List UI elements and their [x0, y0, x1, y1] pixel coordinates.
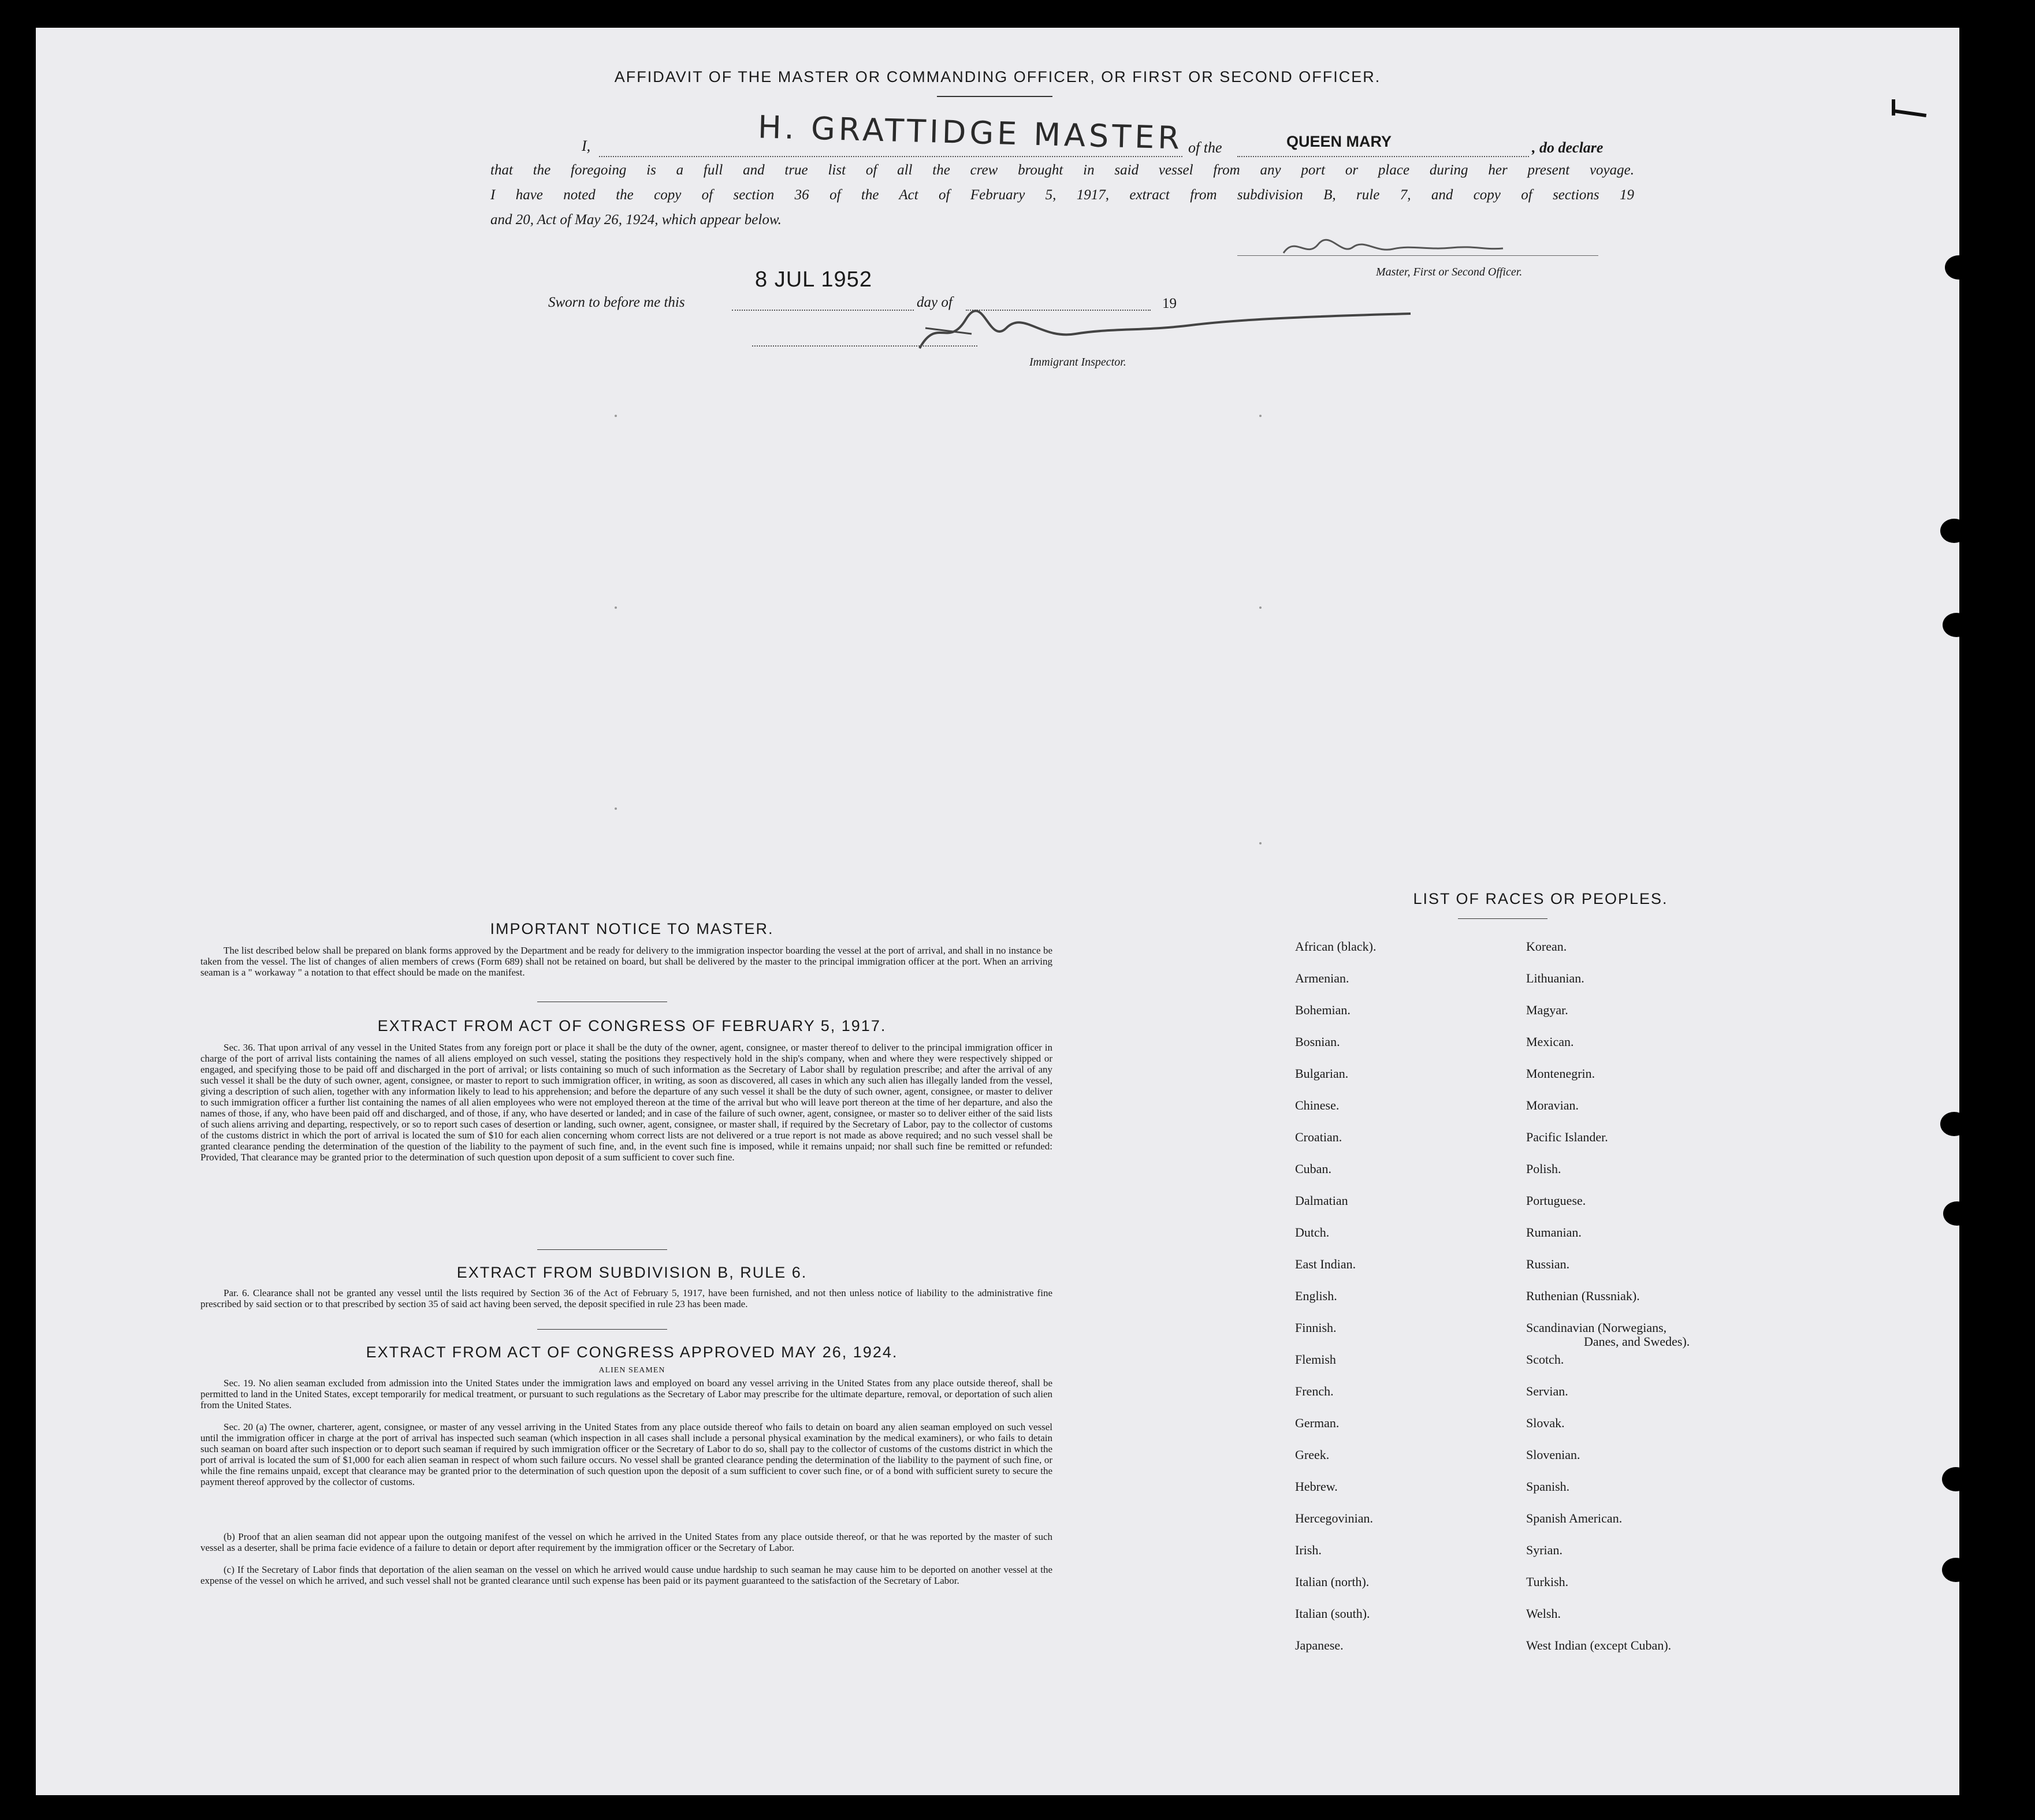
- race-item: Slovenian.: [1526, 1447, 1580, 1462]
- race-item: Korean.: [1526, 939, 1567, 954]
- notice-body: The list described below shall be prepared on blank forms approved by the Department and be ready for delivery to the immigration inspector boarding the vessel at the port of arrival, and shall in no instance be taken from the vessel. The list of changes of alien members of crews (Form 689) shall not be retained on board, but shall be delivered by the master to the principal immigration officer at the port. When an arriving seaman is a " workaway " a notation to that effect should be made on the manifest.: [200, 945, 1052, 978]
- guide-dot: [1259, 842, 1262, 844]
- master-signature: [1278, 233, 1509, 262]
- title-divider: [937, 96, 1052, 97]
- year-prefix: 19: [1162, 296, 1177, 311]
- race-item: Japanese.: [1295, 1638, 1344, 1652]
- master-name-handwritten: H. GRATTIDGE MASTER: [757, 109, 1184, 157]
- race-item: Syrian.: [1526, 1543, 1562, 1557]
- race-item: Polish.: [1526, 1162, 1561, 1176]
- race-item: Bosnian.: [1295, 1034, 1340, 1049]
- guide-dot: [615, 606, 617, 609]
- margin-mark: [1892, 99, 1895, 116]
- guide-dot: [1259, 415, 1262, 417]
- race-item: Turkish.: [1526, 1575, 1569, 1589]
- affidavit-line-2: I have noted the copy of section 36 of the Act of February 5, 1917, extract from subdivision B, rule 7, and copy of sections 19: [490, 187, 1634, 203]
- punch-hole: [1940, 519, 1968, 543]
- extract1924-sec20c: (c) If the Secretary of Labor finds that deportation of the alien seaman on the vessel on which he arrived would cause undue hardship to such seaman he may cause him to be deported on another vessel at the expense of the vessel on which he arrived, and such vessel shall not be granted clearance until such expense has been paid or its payment guaranteed to the satisfaction of the Secretary of Labor.: [200, 1564, 1052, 1586]
- guide-dot: [615, 415, 617, 417]
- affidavit-line-3: and 20, Act of May 26, 1924, which appear below.: [490, 212, 782, 228]
- inspector-caption: Immigrant Inspector.: [1029, 356, 1126, 369]
- day-of-label: day of: [917, 295, 953, 310]
- extract1917-divider: [537, 1249, 667, 1250]
- master-name-line: [599, 156, 1182, 157]
- document-sheet: [36, 28, 1959, 1795]
- race-item: African (black).: [1295, 939, 1376, 954]
- do-declare-label: , do declare: [1532, 139, 1604, 156]
- race-item: Chinese.: [1295, 1098, 1340, 1112]
- punch-hole: [1945, 255, 1973, 280]
- race-item: East Indian.: [1295, 1257, 1356, 1271]
- extract1924-subtitle: ALIEN SEAMEN: [598, 1366, 665, 1375]
- extract1924-sec20a: Sec. 20 (a) The owner, charterer, agent, consignee, or master of any vessel arriving in the United States from any place outside thereof who fails to detain on board any alien seaman employed on such vessel until the immigration officer in charge at the port of arrival has inspected such seaman (which inspection in all cases shall include a personal physical examination by the medical examiners), or who fails to detain such seaman on board after such inspection or to deport such seaman if required by such immigration officer or the Secretary of Labor to do so, shall pay to the collector of customs of the customs district in which the port of arrival is located the sum of $1,000 for each alien seaman in respect of whom such failure occurs. No vessel shall be granted clearance pending the determination of the liability to the payment of such fine, or while the fine remains unpaid, except that clearance may be granted prior to the determination of such question upon the deposit of a sum sufficient to cover such fine, or of a bond with sufficient surety to secure the payment thereof approved by the collector of customs.: [200, 1421, 1052, 1487]
- of-the-label: of the: [1188, 139, 1222, 156]
- race-item: Montenegrin.: [1526, 1066, 1595, 1081]
- race-item: Slovak.: [1526, 1416, 1565, 1430]
- race-item: Magyar.: [1526, 1003, 1568, 1017]
- race-item: Pacific Islander.: [1526, 1130, 1608, 1144]
- sworn-label: Sworn to before me this: [548, 295, 685, 310]
- race-item: Lithuanian.: [1526, 971, 1584, 985]
- race-item: Flemish: [1295, 1352, 1336, 1367]
- guide-dot: [615, 807, 617, 810]
- race-item: Bulgarian.: [1295, 1066, 1349, 1081]
- race-item: Mexican.: [1526, 1034, 1574, 1049]
- race-item: Hebrew.: [1295, 1479, 1338, 1494]
- extract1917-title: EXTRACT FROM ACT OF CONGRESS OF FEBRUARY 5, 1917.: [377, 1017, 887, 1034]
- race-item: Dutch.: [1295, 1225, 1330, 1240]
- races-divider: [1458, 918, 1547, 919]
- extract1924-sec19: Sec. 19. No alien seaman excluded from admission into the United States under the immigration laws and employed on board any vessel arriving in the United States from any place outside thereof, shall be permitted to land in the United States, except temporarily for medical treatment, or pursuant to such regulations as the Secretary of Labor may prescribe for the ultimate departure, removal, or deportation of such alien from the United States.: [200, 1378, 1052, 1410]
- punch-hole: [1943, 1201, 1971, 1226]
- date-stamp: 8 JUL 1952: [755, 267, 872, 292]
- race-item: Croatian.: [1295, 1130, 1342, 1144]
- affidavit-line-1: that the foregoing is a full and true list of all the crew brought in said vessel from any port or place during her present voyage.: [490, 162, 1634, 178]
- race-item: Spanish.: [1526, 1479, 1570, 1494]
- race-item: Ruthenian (Russniak).: [1526, 1289, 1640, 1303]
- extract1924-title: EXTRACT FROM ACT OF CONGRESS APPROVED MAY 26, 1924.: [366, 1343, 898, 1361]
- sworn-day-line: [732, 310, 914, 311]
- i-label: I,: [582, 137, 591, 154]
- race-item: Scandinavian (Norwegians,: [1526, 1320, 1667, 1335]
- extract1917-body: Sec. 36. That upon arrival of any vessel in the United States from any foreign port or place it shall be the duty of the owner, agent, consignee, or master thereof to deliver to the principal immigration officer in charge of the port of arrival lists containing the names of all aliens employed on such vessel, stating the positions they respectively hold in the ship's company, when and where they were respectively shipped or engaged, and specifying those to be paid off and discharged in the port of arrival; or lists containing so much of such information as the Secretary of Labor shall by regulation prescribe; and after the arrival of any such vessel it shall be the duty of such owner, agent, consignee, or master to report to such immigration officer, in writing, as soon as discovered, all cases in which any such alien has illegally landed from the vessel, giving a description of such alien, together with any information likely to lead to his apprehension; and before the departure of any such vessel it shall be the duty of such owner, agent, consignee, or master to deliver to such immigration officer a further list containing the names of all alien employees who were not employed thereon at the time of the arrival but who will leave port thereon at the time of her departure, and also the names of those, if any, who have been paid off and discharged, and of those, if any, who have deserted or landed; and in case of the failure of such owner, agent, consignee, or master so to deliver either of the said lists of such aliens arriving and departing, respectively, or so to report such cases of desertion or landing, such owner, agent, consignee, or master shall, if required by the Secretary of Labor, pay to the collector of customs of the customs district in which the port of arrival is located the sum of $10 for each alien concerning whom correct lists are not delivered or a true report is not made as above required; and no such vessel shall be granted clearance pending the determination of the question of the liability to the payment of such fine, and, in the event such fine is imposed, while it remains unpaid; nor shall such fine be remitted or refunded: Provided, That clearance may be granted prior to the determination of such question upon deposit of a sum sufficient to cover such fine.: [200, 1042, 1052, 1163]
- guide-dot: [1259, 606, 1262, 609]
- race-item: Irish.: [1295, 1543, 1322, 1557]
- race-item: Rumanian.: [1526, 1225, 1582, 1240]
- race-item: Italian (north).: [1295, 1575, 1370, 1589]
- race-item: Russian.: [1526, 1257, 1570, 1271]
- race-item: Servian.: [1526, 1384, 1568, 1398]
- race-item: French.: [1295, 1384, 1334, 1398]
- race-item: Italian (south).: [1295, 1606, 1370, 1621]
- punch-hole: [1942, 1467, 1970, 1491]
- punch-hole: [1942, 1558, 1970, 1582]
- margin-mark: [1893, 109, 1926, 117]
- race-item: West Indian (except Cuban).: [1526, 1638, 1672, 1652]
- race-item: Spanish American.: [1526, 1511, 1623, 1525]
- affidavit-title: AFFIDAVIT OF THE MASTER OR COMMANDING OFFICER, OR FIRST OR SECOND OFFICER.: [614, 68, 1381, 85]
- race-item: Welsh.: [1526, 1606, 1561, 1621]
- race-item: Scotch.: [1526, 1352, 1564, 1367]
- races-title: LIST OF RACES OR PEOPLES.: [1413, 890, 1668, 907]
- race-item: Bohemian.: [1295, 1003, 1351, 1017]
- race-item: Cuban.: [1295, 1162, 1331, 1176]
- race-item: German.: [1295, 1416, 1340, 1430]
- subdivisionB-title: EXTRACT FROM SUBDIVISION B, RULE 6.: [456, 1264, 808, 1281]
- extract1924-sec20b: (b) Proof that an alien seaman did not appear upon the outgoing manifest of the vessel on which he arrived in the United States from any place outside thereof, or that he was reported by the master of such vessel as a deserter, shall be prima facie evidence of a failure to detain or deport after requirement by the immigration officer or the Secretary of Labor.: [200, 1531, 1052, 1553]
- inspector-signature: [902, 293, 1422, 357]
- subdivisionB-divider: [537, 1329, 667, 1330]
- inspector-line: [752, 345, 977, 347]
- race-item: Greek.: [1295, 1447, 1330, 1462]
- punch-hole: [1940, 1112, 1968, 1136]
- race-item: Dalmatian: [1295, 1193, 1348, 1208]
- notice-title: IMPORTANT NOTICE TO MASTER.: [490, 920, 774, 937]
- race-item: Hercegovinian.: [1295, 1511, 1373, 1525]
- race-item: Finnish.: [1295, 1320, 1337, 1335]
- punch-hole: [1943, 613, 1970, 637]
- subdivisionB-body: Par. 6. Clearance shall not be granted any vessel until the lists required by Section 36 of the Act of February 5, 1917, have been furnished, and not then unless notice of liability to the administrative fine prescribed by said section or to that prescribed by section 35 of said act having been served, the deposit specified in rule 23 has been made.: [200, 1287, 1052, 1309]
- vessel-name-line: [1237, 156, 1529, 157]
- race-item: Portuguese.: [1526, 1193, 1586, 1208]
- vessel-name-stamp: QUEEN MARY: [1286, 133, 1392, 150]
- race-item: Armenian.: [1295, 971, 1349, 985]
- race-scandinavian-continued: Danes, and Swedes).: [1584, 1334, 1690, 1349]
- race-item: Moravian.: [1526, 1098, 1579, 1112]
- master-caption: Master, First or Second Officer.: [1376, 266, 1523, 278]
- race-item: English.: [1295, 1289, 1337, 1303]
